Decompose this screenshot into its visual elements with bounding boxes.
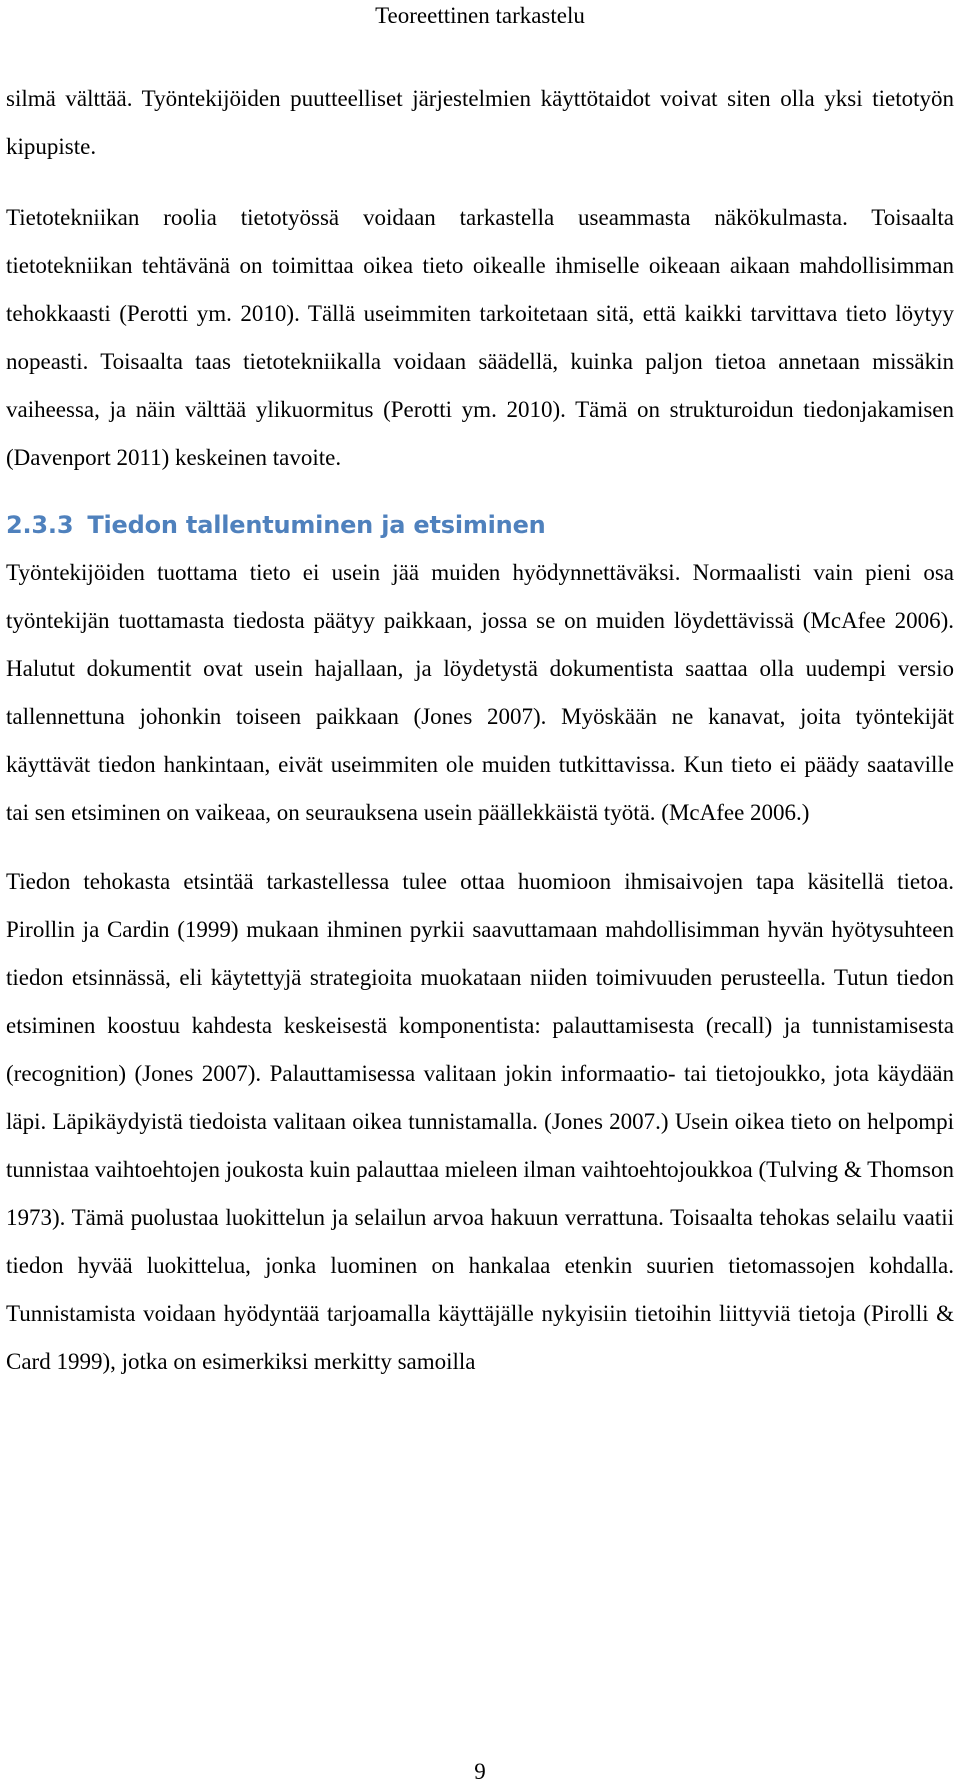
paragraph-information-technology-role: Tietotekniikan roolia tietotyössä voidaan tarkastella useammasta näkökulmasta. Toisaalta tietotekniikan tehtävänä on toimittaa oikea tieto oikealle ihmiselle oikeaan aikaan mahdollisimman tehokkaasti (Perotti ym. 2010). Tällä useimmiten tarkoitetaan sitä, että kaikki tarvittava tieto löytyy nopeasti. Toisaalta taas tietotekniikalla voidaan säädellä, kuinka paljon tietoa annetaan missäkin vaiheessa, ja näin välttää ylikuormitus (Perotti ym. 2010). Tämä on strukturoidun tiedonjakamisen (Davenport 2011) keskeinen tavoite. <box>6 205 954 470</box>
running-header: Teoreettinen tarkastelu <box>375 3 585 28</box>
page-body <box>6 75 954 1386</box>
paragraph-information-search: Tiedon tehokasta etsintää tarkastellessa tulee ottaa huomioon ihmisaivojen tapa käsitellä tietoa. Pirollin ja Cardin (1999) mukaan ihminen pyrkii saavuttamaan mahdollisimman hyvän hyötysuhteen tiedon etsinnässä, eli käytettyjä strategioita muokataan niiden toimivuuden perusteella. Tutun tiedon etsiminen koostuu kahdesta keskeisestä komponentista: palauttamisesta (recall) ja tunnistamisesta (recognition) (Jones 2007). Palauttamisessa valitaan jokin informaatio- tai tietojoukko, jota käydään läpi. Läpikäydyistä tiedoista valitaan oikea tunnistamalla. (Jones 2007.) Usein oikea tieto on helpompi tunnistaa vaihtoehtojen joukosta kuin palauttaa mieleen ilman vaihtoehtojoukkoa (Tulving & Thomson 1973). Tämä puolustaa luokittelun ja selailun arvoa hakuun verrattuna. Toisaalta tehokas selailu vaatii tiedon hyvää luokittelua, jonka luominen on hankalaa etenkin suurien tietomassojen kohdalla. Tunnistamista voidaan hyödyntää tarjoamalla käyttäjälle nykyisiin tietoihin liittyviä tietoja (Pirolli & Card 1999), jotka on esimerkiksi merkitty samoilla <box>6 869 954 1374</box>
section-title: Tiedon tallentuminen ja etsiminen <box>87 511 546 539</box>
paragraph-information-storage: Työntekijöiden tuottama tieto ei usein jää muiden hyödynnettäväksi. Normaalisti vain pieni osa työntekijän tuottamasta tiedosta päätyy paikkaan, jossa se on muiden löydettävissä (McAfee 2006). Halutut dokumentit ovat usein hajallaan, ja löydetystä dokumentista saattaa olla uudempi versio tallennettuna johonkin toiseen paikkaan (Jones 2007). Myöskään ne kanavat, joita työntekijät käyttävät tiedon hankintaan, eivät useimmiten ole muiden tutkittavissa. Kun tieto ei päädy saataville tai sen etsiminen on vaikeaa, on seurauksena usein päällekkäistä työtä. (McAfee 2006.) <box>6 560 954 825</box>
section-number: 2.3.3 <box>6 511 74 539</box>
paragraph-continued: silmä välttää. Työntekijöiden puutteelliset järjestelmien käyttötaidot voivat siten olla yksi tietotyön kipupiste. <box>6 86 954 159</box>
section-heading <box>6 505 954 545</box>
page-number: 9 <box>474 1759 486 1784</box>
